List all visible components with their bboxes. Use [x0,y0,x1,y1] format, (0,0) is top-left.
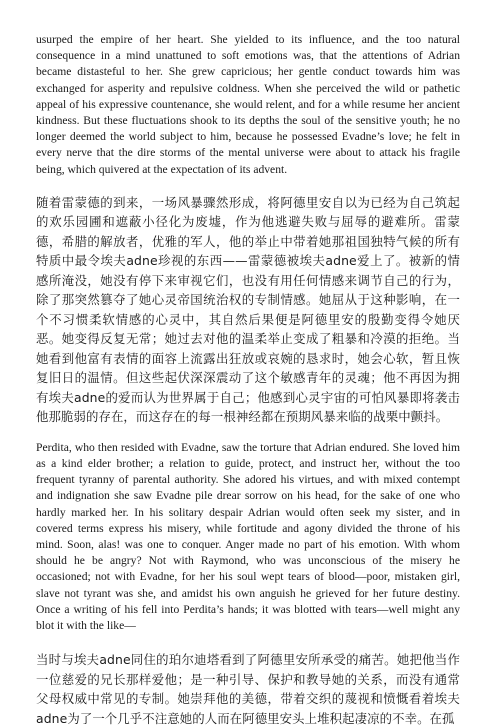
paragraph-chinese-1: 随着雷蒙德的到来，一场风暴骤然形成，将阿德里安自以为已经为自己筑起的欢乐园圃和遮蔽小径化为废墟，作为他逃避失败与屈辱的避难所。雷蒙德，希腊的解放者，优雅的军人，他的举止中带着她那祖国独特气候的所有特质中最令埃夫adne珍视的东西——雷蒙德被埃夫adne爱上了。被新的情感所淹没，她没有停下来审视它们，也没有用任何情感来调节自己的行为，除了那突然篡夺了她心灵帝国统治权的专制情感。她屈从于这种影响，在一个不习惯柔软情感的心灵中，其自然后果便是阿德里安的殷勤变得令她厌恶。她变得反复无常；她过去对他的温柔举止变成了粗暴和冷漠的拒绝。当她看到他富有表情的面容上流露出狂放或哀婉的恳求时，她会心软，暂且恢复旧日的温情。但这些起伏深深震动了这个敏感青年的灵魂；他不再因为拥有埃夫adne的爱而认为世界属于自己；他感到心灵宇宙的可怕风暴即将袭击他那脆弱的存在，而这存在的每一根神经都在预期风暴来临的战栗中颤抖。 [36,194,460,425]
paragraph-chinese-2: 当时与埃夫adne同住的珀尔迪塔看到了阿德里安所承受的痛苦。她把他当作一位慈爱的兄长那样爱他；是一种引导、保护和教导她的关系，而没有通常父母权威中常见的专制。她崇拜他的美德，带着交织的蔑视和愤慨看着埃夫adne为了一个几乎不注意她的人而在阿德里安头上堆积起凄凉的不幸。在孤 [36,652,460,726]
paragraph-english-2: Perdita, who then resided with Evadne, saw the torture that Adrian endured. She loved him as a kind elder brother; a relation to guide, protect, and instruct her, without the too frequent tyranny of parental authority. She adored his virtues, and with mixed contempt and indignation she saw Evadne pile drear sorrow on his head, for the sake of one who hardly marked her. In his solitary despair Adrian would often seek my sister, and in covered terms express his misery, while fortitude and agony divided the throne of his mind. Soon, alas! was one to conquer. Anger made no part of his emotion. With whom should he be angry? Not with Raymond, who was unconscious of the misery he occasioned; not with Evadne, for her his soul wept tears of blood—poor, mistaken girl, slave not tyrant was she, and amidst his own anguish he grieved for her future destiny. Once a writing of his fell into Perdita’s hands; it was blotted with tears—well might any blot it with the like— [36,440,460,633]
paragraph-english-1: usurped the empire of her heart. She yielded to its influence, and the too natural consequence in a mind unattuned to soft emotions was, that the attentions of Adrian became distasteful to her. She grew capricious; her gentle conduct towards him was exchanged for asperity and repulsive coldness. When she perceived the wild or pathetic appeal of his expressive countenance, she would relent, and for a while resume her ancient kindness. But these fluctuations shook to its depths the soul of the sensitive youth; he no longer deemed the world subject to him, because he possessed Evadne’s love; he felt in every nerve that the dire storms of the mental universe were about to attack his fragile being, which quivered at the expectation of its advent. [36,33,460,176]
document-page [36,0,460,726]
